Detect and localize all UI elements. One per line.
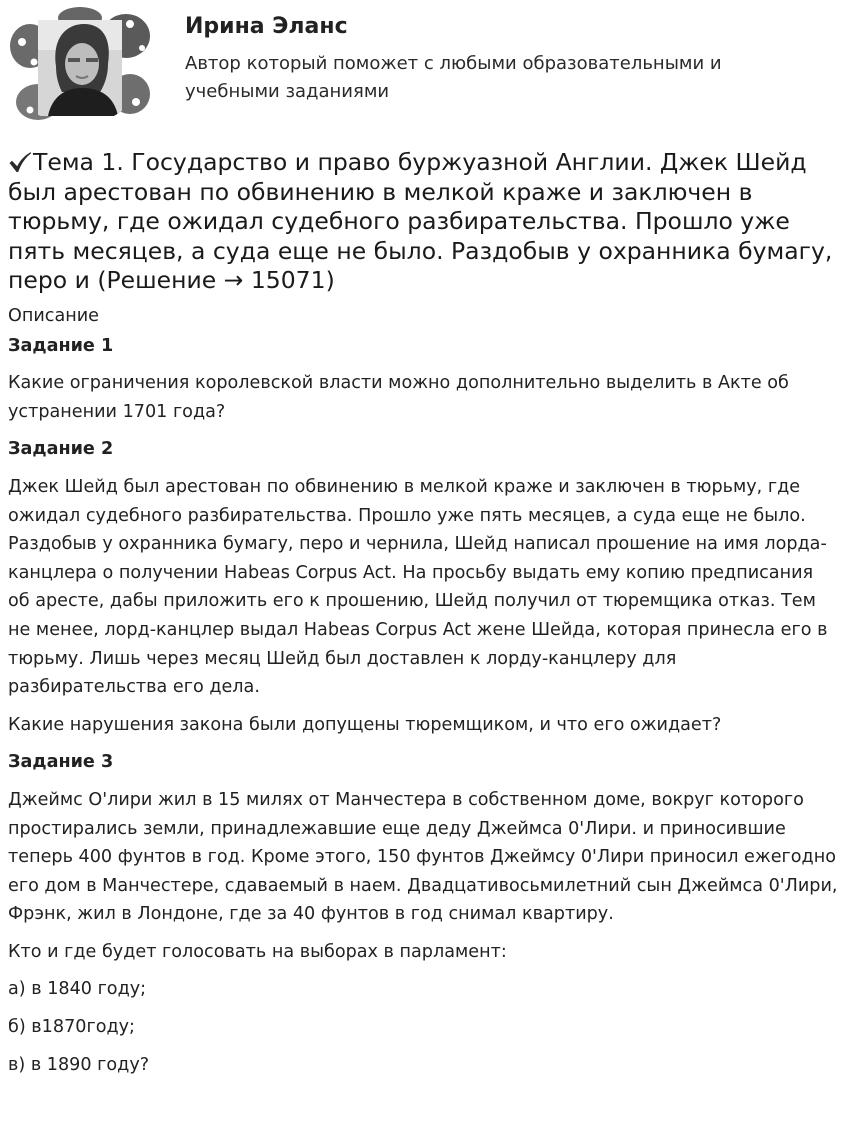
task2-question: Какие нарушения закона были допущены тюремщиком, и что его ожидает? xyxy=(8,714,722,735)
page-title xyxy=(8,148,840,296)
author-block xyxy=(8,6,838,128)
description-label: Описание xyxy=(8,306,100,326)
author-name: Ирина Эланс xyxy=(185,14,348,39)
task1-heading: Задание 1 xyxy=(8,335,114,356)
task3-option-a: а) в 1840 году; xyxy=(8,979,147,1000)
task2-heading: Задание 2 xyxy=(8,439,114,460)
author-description: Автор который поможет с любыми образовательными и учебными заданиями xyxy=(185,53,722,102)
checkmark-icon xyxy=(8,151,32,173)
page-title-text: Тема 1. Государство и право буржуазной Англии. Джек Шейд был арестован по обвинению в мелкой краже и заключен в тюрьму, где ожидал судебного разбирательства. Прошло уже пять месяцев, а суда еще не было. Раздобыв у охранника бумагу, перо и (Решение → 15071) xyxy=(8,148,833,294)
task3-heading: Задание 3 xyxy=(8,752,114,773)
task3-question: Кто и где будет голосовать на выборах в парламент: xyxy=(8,941,507,962)
task3-option-b: б) в1870году; xyxy=(8,1017,135,1038)
task3-option-c: в) в 1890 году? xyxy=(8,1054,150,1075)
task2-text: Джек Шейд был арестован по обвинению в мелкой краже и заключен в тюрьму, где ожидал судебного разбирательства. Прошло уже пять месяцев, а суда еще не было. Раздобыв у охранника бумагу, перо и чернила, Шейд написал прошение на имя лорда-канцлера о получении Habeas Corpus Act. На просьбу выдать ему копию предписания об аресте, дабы приложить его к прошению, Шейд получил от тюремщика отказ. Тем не менее, лорд-канцлер выдал Habeas Corpus Act жене Шейда, которая принесла его в тюрьму. Лишь через месяц Шейд был доставлен к лорду-канцлеру для разбирательства его дела. xyxy=(8,476,828,698)
task1-text: Какие ограничения королевской власти можно дополнительно выделить в Акте об устранении 1701 года? xyxy=(8,373,789,422)
task-content xyxy=(8,302,840,1088)
task3-text: Джеймс О'лири жил в 15 милях от Манчестера в собственном доме, вокруг которого простирались земли, принадлежавшие еще деду Джеймса 0'Лири. и приносившие теперь 400 фунтов в год. Кроме этого, 150 фунтов Джеймсу 0'Лири приносил ежегодно его дом в Манчестере, сдаваемый в наем. Двадцативосьмилетний сын Джеймса 0'Лири, Фрэнк, жил в Лондоне, где за 40 фунтов в год снимал квартиру. xyxy=(8,789,838,925)
author-avatar xyxy=(8,6,154,126)
